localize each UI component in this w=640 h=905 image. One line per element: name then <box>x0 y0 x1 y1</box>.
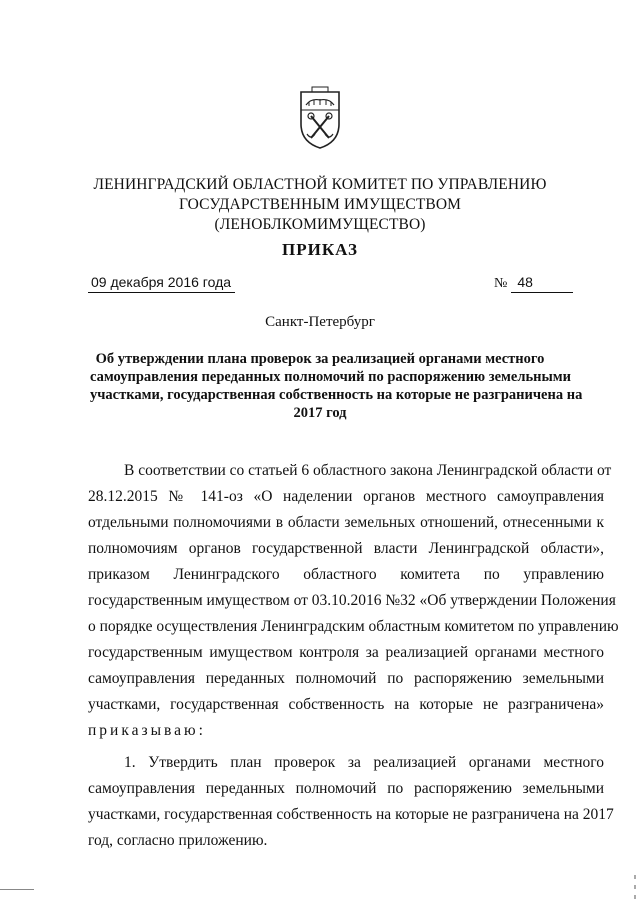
body-line: приказом Ленинградского областного комитета по управлению <box>88 566 604 583</box>
edge-tick-icon <box>634 873 636 903</box>
coat-of-arms-icon <box>297 84 343 150</box>
body-line: о порядке осуществления Ленинградским областным комитетом по управлению <box>88 618 619 635</box>
decree-word: приказываю: <box>88 722 206 739</box>
body-line: участками, государственная собственность на которые не разграничена» <box>88 696 604 713</box>
organization-line: ЛЕНИНГРАДСКИЙ ОБЛАСТНОЙ КОМИТЕТ ПО УПРАВЛЕНИЮ <box>93 176 547 193</box>
order-body <box>88 458 619 854</box>
organization-line: (ЛЕНОБЛКОМИМУЩЕСТВО) <box>214 216 426 233</box>
body-line: В соответствии со статьей 6 областного закона Ленинградской области от <box>124 462 612 479</box>
body-line: государственным имуществом контроля за реализацией органами местного <box>88 644 604 661</box>
heading-line: Об утверждении плана проверок за реализацией органами местного <box>95 351 545 367</box>
document-number: 48 <box>511 274 573 293</box>
body-line: государственным имуществом от 03.10.2016 №32 «Об утверждении Положения <box>88 592 616 609</box>
body-line: 28.12.2015 № 141-оз «О наделении органов местного самоуправления <box>88 488 604 505</box>
organization-name <box>60 175 580 235</box>
number-sign: № <box>494 276 508 291</box>
heading-line: самоуправления переданных полномочий по распоряжению земельными <box>90 369 572 385</box>
item1-line: самоуправления переданных полномочий по распоряжению земельными <box>88 780 604 797</box>
item1-line: участками, государственная собственность на которые не разграничена на 2017 <box>88 806 614 823</box>
body-line: самоуправления переданных полномочий по распоряжению земельными <box>88 670 604 687</box>
heading-line: участками, государственная собственность на которые не разграничена на <box>90 387 583 403</box>
document-type: ПРИКАЗ <box>282 240 358 259</box>
item1-line: 1. Утвердить план проверок за реализацией органами местного <box>124 754 604 771</box>
item1-line: год, согласно приложению. <box>88 832 268 849</box>
document-number-block <box>494 274 576 293</box>
body-line: полномочиям органов государственной власти Ленинградской области», <box>88 540 604 557</box>
body-line: отдельными полномочиями в области земельных отношений, отнесенными к <box>88 514 604 531</box>
document-date: 09 декабря 2016 года <box>88 274 235 293</box>
page-corner-rule <box>0 889 34 890</box>
document-city: Санкт-Петербург <box>265 314 375 330</box>
order-heading <box>90 350 583 422</box>
heading-line: 2017 год <box>293 405 347 421</box>
organization-line: ГОСУДАРСТВЕННЫМ ИМУЩЕСТВОМ <box>178 196 462 213</box>
